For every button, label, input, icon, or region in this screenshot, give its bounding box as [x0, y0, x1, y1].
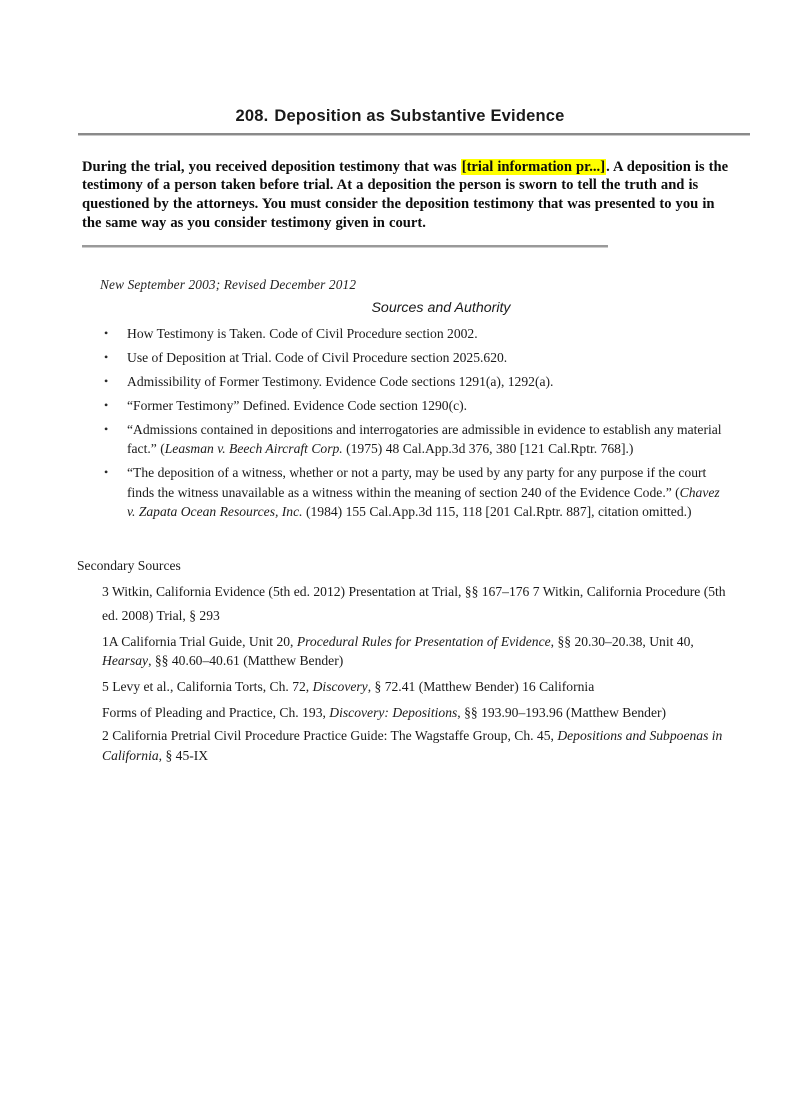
page-title	[0, 107, 800, 126]
citation-title-italic: Chavez v. Zapata Ocean Resources, Inc.	[127, 484, 720, 520]
body-text-run: , §§ 193.90–193.96 (Matthew Bender)	[457, 704, 667, 720]
body-text-run: Admissibility of Former Testimony. Evidence Code sections 1291(a), 1292(a).	[127, 374, 554, 389]
body-text-run: (1984) 155 Cal.App.3d 115, 118 [201 Cal.Rptr. 887], citation omitted.)	[302, 504, 692, 520]
instruction-text-after: . A deposition is the testimony of a person taken before trial. At a deposition the person is sworn to tell the truth and is questioned by the attorneys. You must consider the deposition testimony that was presented to you in the same way as you consider testimony given in court.	[82, 158, 729, 231]
secondary-source-item	[102, 726, 738, 765]
body-text-run: Use of Deposition at Trial. Code of Civil Procedure section 2025.620.	[127, 350, 508, 365]
sources-bullet-list	[104, 324, 728, 526]
highlighted-placeholder[interactable]: [trial information pr...]	[461, 158, 606, 175]
list-item-text	[127, 374, 553, 389]
secondary-source-item	[102, 675, 738, 699]
body-text-run: 1A California Trial Guide, Unit 20,	[102, 634, 297, 649]
list-item	[104, 420, 728, 459]
body-text-run: 3 Witkin, California Evidence (5th ed. 2012) Presentation at Trial, §§ 167–176 7 Witkin, California Procedure (5th ed. 2008) Trial, § 293	[102, 584, 726, 623]
list-item-text	[127, 350, 507, 365]
secondary-source-item	[102, 632, 738, 671]
bullet-point-icon: •	[104, 398, 109, 412]
bullet-point-icon: •	[104, 326, 109, 340]
body-text-run: 5 Levy et al., California Torts, Ch. 72,	[102, 678, 313, 694]
secondary-sources-heading: Secondary Sources	[77, 558, 181, 573]
citation-title-italic: Leasman v. Beech Aircraft Corp.	[164, 441, 343, 457]
body-text-run: “The deposition of a witness, whether or not a party, may be used by any party for any purpose if the court finds the witness unavailable as a witness within the meaning of section 240 of the Evidence Code.” (	[127, 465, 707, 500]
list-item-text	[127, 398, 467, 413]
bullet-point-icon: •	[104, 374, 109, 388]
list-item	[104, 463, 728, 521]
citation-title-italic: Discovery: Depositions	[329, 704, 458, 720]
bullet-point-icon: •	[104, 422, 109, 436]
body-text-run: , §§ 40.60–40.61 (Matthew Bender)	[148, 653, 344, 669]
body-text-run: 2 California Pretrial Civil Procedure Practice Guide: The Wagstaffe Group, Ch. 45,	[102, 728, 558, 744]
list-item-text	[127, 465, 720, 519]
body-text-run: “Admissions contained in depositions and interrogatories are admissible in evidence to establish any material fact.” (	[127, 422, 722, 457]
list-item	[104, 396, 728, 415]
body-text-run: , §§ 20.30–20.38, Unit 40,	[550, 634, 694, 649]
revision-date-line: New September 2003; Revised December 2012	[100, 277, 357, 292]
divider-top	[78, 133, 750, 136]
bullet-point-icon: •	[104, 465, 109, 480]
jury-instruction-paragraph	[82, 158, 734, 233]
list-item	[104, 324, 728, 343]
citation-title-italic: Discovery	[312, 678, 368, 694]
list-item-text	[127, 422, 722, 456]
page-title-number: 208.	[235, 107, 269, 126]
secondary-source-item	[102, 580, 738, 628]
citation-title-italic: Hearsay	[102, 653, 149, 669]
bullet-point-icon: •	[104, 350, 109, 364]
list-item-text	[127, 326, 478, 341]
body-text-run: “Former Testimony” Defined. Evidence Code section 1290(c).	[127, 398, 468, 413]
list-item	[104, 372, 728, 391]
divider-middle	[82, 245, 608, 248]
citation-title-italic: Procedural Rules for Presentation of Evidence	[296, 634, 551, 649]
instruction-text-before: During the trial, you received deposition testimony that was	[82, 158, 461, 175]
citation-title-italic: Depositions and Subpoenas in California	[102, 728, 723, 763]
body-text-run: Forms of Pleading and Practice, Ch. 193,	[102, 704, 330, 720]
sources-and-authority-heading: Sources and Authority	[371, 300, 511, 316]
body-text-run: , § 45-IX	[158, 747, 209, 763]
body-text-run: (1975) 48 Cal.App.3d 376, 380 [121 Cal.Rptr. 768].)	[342, 441, 634, 457]
body-text-run: How Testimony is Taken. Code of Civil Procedure section 2002.	[127, 326, 478, 341]
secondary-source-item	[102, 703, 738, 722]
page-title-text: Deposition as Substantive Evidence	[274, 107, 565, 126]
secondary-sources-list	[102, 580, 738, 769]
list-item	[104, 348, 728, 367]
body-text-run: , § 72.41 (Matthew Bender) 16 California	[367, 678, 595, 694]
